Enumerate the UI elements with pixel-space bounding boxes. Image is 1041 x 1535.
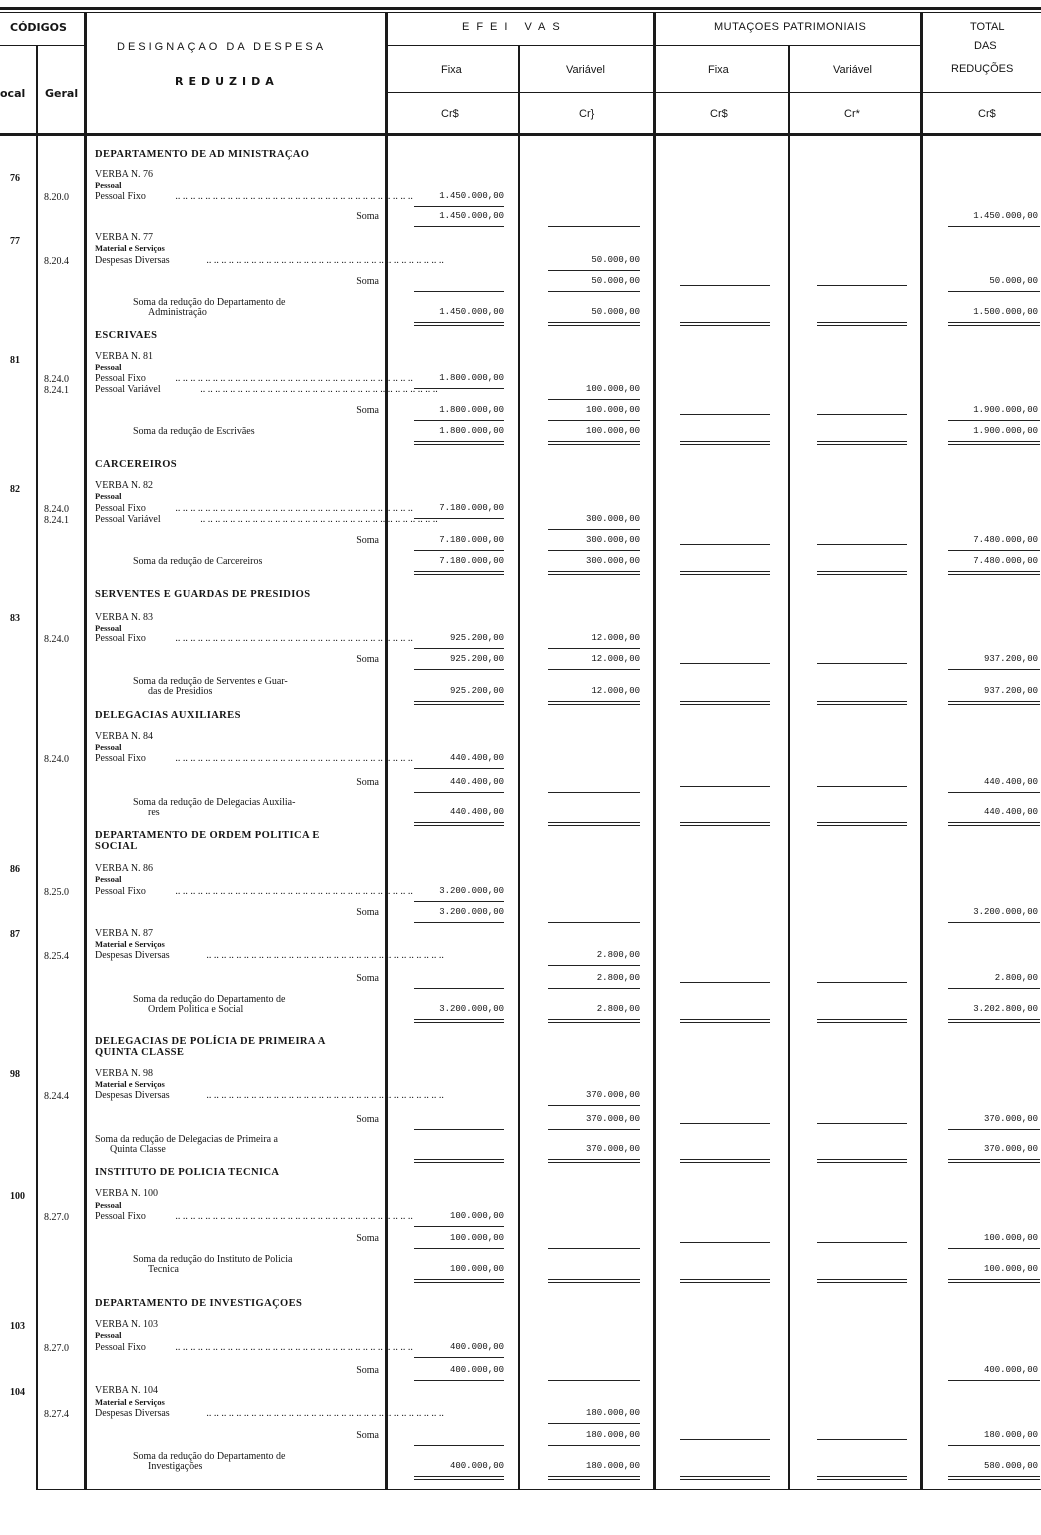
header-designacao: DESIGNAÇAO DA DESPESA bbox=[117, 41, 327, 53]
dot-leader: .. .. .. .. .. .. .. .. .. .. .. .. .. .. .. .. .. .. .. .. .. .. .. .. .. .. .. .. .. .. .. .. bbox=[175, 1211, 413, 1222]
amount-efetiva-variavel: 180.000,00 bbox=[585, 1430, 640, 1440]
soma-label: Soma bbox=[356, 211, 379, 222]
amount-efetiva-variavel: 100.000,00 bbox=[585, 405, 640, 415]
verba-number: VERBA N. 104 bbox=[95, 1385, 159, 1396]
amount-efetiva-variavel: 50.000,00 bbox=[591, 307, 640, 317]
local-code: 82 bbox=[10, 484, 20, 495]
subtotal-label-cont: res bbox=[148, 807, 160, 818]
dot-leader: .. .. .. .. .. .. .. .. .. .. .. .. .. .. .. .. .. .. .. .. .. .. .. .. .. .. .. .. .. .. .. .. bbox=[206, 255, 444, 266]
dot-leader: .. .. .. .. .. .. .. .. .. .. .. .. .. .. .. .. .. .. .. .. .. .. .. .. .. .. .. .. .. .. .. .. bbox=[200, 514, 438, 525]
verba-number: VERBA N. 84 bbox=[95, 731, 154, 742]
amount-efetiva-fixa: 400.000,00 bbox=[449, 1461, 504, 1471]
geral-code: 8.27.0 bbox=[44, 1343, 69, 1354]
amount-efetiva-fixa: 1.450.000,00 bbox=[439, 191, 504, 201]
soma-label: Soma bbox=[356, 405, 379, 416]
verba-number: VERBA N. 103 bbox=[95, 1319, 159, 1330]
expense-item: Pessoal Fixo bbox=[95, 1342, 146, 1353]
header-cur-2: Cr} bbox=[579, 108, 595, 120]
section-heading: DEPARTAMENTO DE AD MINISTRAÇAO bbox=[95, 149, 310, 160]
local-code: 83 bbox=[10, 613, 20, 624]
amount-efetiva-fixa: 100.000,00 bbox=[449, 1211, 504, 1221]
section-heading: INSTITUTO DE POLICIA TECNICA bbox=[95, 1167, 280, 1178]
geral-code: 8.25.4 bbox=[44, 951, 69, 962]
amount-efetiva-variavel: 100.000,00 bbox=[585, 384, 640, 394]
soma-label: Soma bbox=[356, 1114, 379, 1125]
amount-total-reducoes: 180.000,00 bbox=[983, 1430, 1038, 1440]
section-heading-cont: SOCIAL bbox=[95, 841, 138, 852]
codigos-rule bbox=[0, 45, 84, 46]
subtotal-label-cont: das de Presidios bbox=[148, 686, 213, 697]
expense-item: Pessoal Variável bbox=[95, 514, 161, 525]
expense-item: Pessoal Fixo bbox=[95, 633, 146, 644]
verba-category: Material e Serviços bbox=[95, 1079, 165, 1089]
verba-number: VERBA N. 86 bbox=[95, 863, 154, 874]
amount-efetiva-fixa: 7.180.000,00 bbox=[439, 535, 504, 545]
subtotal-label: Soma da redução do Departamento de bbox=[133, 994, 286, 1005]
subtotal-label-cont: Ordem Politica e Social bbox=[148, 1004, 244, 1015]
verba-number: VERBA N. 87 bbox=[95, 928, 154, 939]
geral-code: 8.27.0 bbox=[44, 1212, 69, 1223]
amount-efetiva-variavel: 2.800,00 bbox=[596, 950, 640, 960]
amount-efetiva-variavel: 50.000,00 bbox=[591, 276, 640, 286]
amount-total-reducoes: 370.000,00 bbox=[983, 1144, 1038, 1154]
col-rule-efet-var bbox=[653, 12, 656, 1490]
local-code: 87 bbox=[10, 929, 20, 940]
dot-leader: .. .. .. .. .. .. .. .. .. .. .. .. .. .. .. .. .. .. .. .. .. .. .. .. .. .. .. .. .. .. .. .. bbox=[206, 950, 444, 961]
top-rule-thin bbox=[0, 12, 1041, 13]
dot-leader: .. .. .. .. .. .. .. .. .. .. .. .. .. .. .. .. .. .. .. .. .. .. .. .. .. .. .. .. .. .. .. .. bbox=[175, 191, 413, 202]
expense-item: Pessoal Fixo bbox=[95, 373, 146, 384]
dot-leader: .. .. .. .. .. .. .. .. .. .. .. .. .. .. .. .. .. .. .. .. .. .. .. .. .. .. .. .. .. .. .. .. bbox=[175, 1342, 413, 1353]
geral-code: 8.20.4 bbox=[44, 256, 69, 267]
amount-efetiva-fixa: 1.800.000,00 bbox=[439, 426, 504, 436]
verba-category: Pessoal bbox=[95, 742, 122, 752]
geral-code: 8.24.1 bbox=[44, 515, 69, 526]
subtotal-label: Soma da redução do Departamento de bbox=[133, 297, 286, 308]
header-cur-1: Cr$ bbox=[441, 108, 459, 120]
geral-code: 8.20.0 bbox=[44, 192, 69, 203]
amount-efetiva-variavel: 370.000,00 bbox=[585, 1090, 640, 1100]
amount-total-reducoes: 7.480.000,00 bbox=[973, 535, 1038, 545]
dot-leader: .. .. .. .. .. .. .. .. .. .. .. .. .. .. .. .. .. .. .. .. .. .. .. .. .. .. .. .. .. .. .. .. bbox=[175, 633, 413, 644]
section-heading: ESCRIVAES bbox=[95, 330, 158, 341]
amount-total-reducoes: 100.000,00 bbox=[983, 1233, 1038, 1243]
amount-efetiva-variavel: 180.000,00 bbox=[585, 1408, 640, 1418]
currency-rule-total bbox=[921, 92, 1041, 93]
local-code: 104 bbox=[10, 1387, 25, 1398]
verba-category: Material e Serviços bbox=[95, 939, 165, 949]
amount-efetiva-variavel: 12.000,00 bbox=[591, 633, 640, 643]
expense-item: Despesas Diversas bbox=[95, 950, 170, 961]
header-cur-3: Cr$ bbox=[710, 108, 728, 120]
header-total: TOTAL bbox=[970, 21, 1005, 33]
amount-efetiva-fixa: 1.800.000,00 bbox=[439, 373, 504, 383]
header-reducoes: REDUÇÕES bbox=[951, 63, 1014, 75]
soma-label: Soma bbox=[356, 535, 379, 546]
amount-total-reducoes: 400.000,00 bbox=[983, 1365, 1038, 1375]
verba-category: Pessoal bbox=[95, 623, 122, 633]
header-fixa-efetivas: Fixa bbox=[441, 64, 462, 76]
subtotal-label: Soma da redução do Departamento de bbox=[133, 1451, 286, 1462]
verba-category: Pessoal bbox=[95, 874, 122, 884]
amount-efetiva-variavel: 2.800,00 bbox=[596, 1004, 640, 1014]
section-heading-cont: QUINTA CLASSE bbox=[95, 1047, 185, 1058]
amount-efetiva-variavel: 300.000,00 bbox=[585, 535, 640, 545]
amount-total-reducoes: 440.400,00 bbox=[983, 777, 1038, 787]
header-mutacoes: MUTAÇOES PATRIMONIAIS bbox=[714, 21, 867, 33]
expense-item: Despesas Diversas bbox=[95, 1408, 170, 1419]
subtotal-label: Soma da redução do Instituto de Policia bbox=[133, 1254, 293, 1265]
local-code: 103 bbox=[10, 1321, 25, 1332]
verba-category: Pessoal bbox=[95, 180, 122, 190]
soma-label: Soma bbox=[356, 973, 379, 984]
col-rule-efet-fixa bbox=[518, 46, 520, 1490]
amount-efetiva-fixa: 3.200.000,00 bbox=[439, 907, 504, 917]
verba-category: Pessoal bbox=[95, 491, 122, 501]
amount-efetiva-variavel: 12.000,00 bbox=[591, 654, 640, 664]
amount-total-reducoes: 3.200.000,00 bbox=[973, 907, 1038, 917]
section-heading: CARCEREIROS bbox=[95, 459, 177, 470]
dot-leader: .. .. .. .. .. .. .. .. .. .. .. .. .. .. .. .. .. .. .. .. .. .. .. .. .. .. .. .. .. .. .. .. bbox=[175, 886, 413, 897]
header-bottom-rule bbox=[0, 133, 1041, 136]
amount-efetiva-fixa: 440.400,00 bbox=[449, 777, 504, 787]
header-geral: Geral bbox=[45, 87, 79, 100]
amount-efetiva-fixa: 1.800.000,00 bbox=[439, 405, 504, 415]
header-fixa-mutacoes: Fixa bbox=[708, 64, 729, 76]
local-code: 76 bbox=[10, 173, 20, 184]
col-rule-geral bbox=[84, 12, 87, 1490]
amount-efetiva-fixa: 3.200.000,00 bbox=[439, 886, 504, 896]
verba-number: VERBA N. 77 bbox=[95, 232, 154, 243]
amount-efetiva-variavel: 100.000,00 bbox=[585, 426, 640, 436]
local-code: 100 bbox=[10, 1191, 25, 1202]
verba-category: Pessoal bbox=[95, 1330, 122, 1340]
subtotal-label: Soma da redução de Serventes e Guar- bbox=[133, 676, 288, 687]
verba-number: VERBA N. 81 bbox=[95, 351, 154, 362]
col-rule-designacao bbox=[385, 12, 388, 1490]
amount-total-reducoes: 7.480.000,00 bbox=[973, 556, 1038, 566]
header-local: ocal bbox=[0, 87, 26, 100]
amount-total-reducoes: 100.000,00 bbox=[983, 1264, 1038, 1274]
amount-efetiva-variavel: 370.000,00 bbox=[585, 1144, 640, 1154]
expense-item: Pessoal Fixo bbox=[95, 753, 146, 764]
amount-efetiva-fixa: 925.200,00 bbox=[449, 686, 504, 696]
section-heading: DEPARTAMENTO DE ORDEM POLITICA E bbox=[95, 830, 320, 841]
soma-label: Soma bbox=[356, 1233, 379, 1244]
amount-efetiva-fixa: 7.180.000,00 bbox=[439, 503, 504, 513]
expense-item: Pessoal Fixo bbox=[95, 503, 146, 514]
currency-rule bbox=[386, 92, 920, 93]
verba-category: Pessoal bbox=[95, 1200, 122, 1210]
amount-efetiva-variavel: 50.000,00 bbox=[591, 255, 640, 265]
soma-label: Soma bbox=[356, 777, 379, 788]
amount-efetiva-fixa: 7.180.000,00 bbox=[439, 556, 504, 566]
dot-leader: .. .. .. .. .. .. .. .. .. .. .. .. .. .. .. .. .. .. .. .. .. .. .. .. .. .. .. .. .. .. .. .. bbox=[175, 503, 413, 514]
subtotal-label: Soma da redução de Delegacias Auxilia- bbox=[133, 797, 296, 808]
expense-item: Pessoal Fixo bbox=[95, 886, 146, 897]
soma-label: Soma bbox=[356, 276, 379, 287]
geral-code: 8.24.0 bbox=[44, 754, 69, 765]
local-code: 81 bbox=[10, 355, 20, 366]
geral-code: 8.24.4 bbox=[44, 1091, 69, 1102]
header-variavel-efetivas: Variável bbox=[566, 64, 605, 76]
subtotal-label: Soma da redução de Delegacias de Primeira a bbox=[95, 1134, 278, 1145]
amount-total-reducoes: 440.400,00 bbox=[983, 807, 1038, 817]
mutacoes-rule bbox=[654, 45, 920, 46]
amount-total-reducoes: 2.800,00 bbox=[994, 973, 1038, 983]
bottom-rule bbox=[36, 1489, 1041, 1490]
verba-number: VERBA N. 100 bbox=[95, 1188, 159, 1199]
amount-efetiva-fixa: 400.000,00 bbox=[449, 1342, 504, 1352]
verba-number: VERBA N. 83 bbox=[95, 612, 154, 623]
amount-efetiva-fixa: 100.000,00 bbox=[449, 1264, 504, 1274]
verba-category: Material e Serviços bbox=[95, 243, 165, 253]
top-rule bbox=[0, 7, 1041, 10]
soma-label: Soma bbox=[356, 907, 379, 918]
dot-leader: .. .. .. .. .. .. .. .. .. .. .. .. .. .. .. .. .. .. .. .. .. .. .. .. .. .. .. .. .. .. .. .. bbox=[206, 1090, 444, 1101]
subtotal-label-cont: Investigações bbox=[148, 1461, 203, 1472]
header-cur-4: Cr* bbox=[844, 108, 860, 120]
amount-efetiva-fixa: 100.000,00 bbox=[449, 1233, 504, 1243]
amount-total-reducoes: 1.900.000,00 bbox=[973, 426, 1038, 436]
dot-leader: .. .. .. .. .. .. .. .. .. .. .. .. .. .. .. .. .. .. .. .. .. .. .. .. .. .. .. .. .. .. .. .. bbox=[206, 1408, 444, 1419]
amount-efetiva-variavel: 12.000,00 bbox=[591, 686, 640, 696]
amount-total-reducoes: 937.200,00 bbox=[983, 686, 1038, 696]
verba-category: Material e Serviços bbox=[95, 1397, 165, 1407]
geral-code: 8.24.0 bbox=[44, 634, 69, 645]
amount-efetiva-variavel: 300.000,00 bbox=[585, 556, 640, 566]
amount-efetiva-fixa: 440.400,00 bbox=[449, 753, 504, 763]
amount-efetiva-variavel: 180.000,00 bbox=[585, 1461, 640, 1471]
amount-efetiva-fixa: 400.000,00 bbox=[449, 1365, 504, 1375]
amount-efetiva-variavel: 370.000,00 bbox=[585, 1114, 640, 1124]
subtotal-label-cont: Administração bbox=[148, 307, 207, 318]
subtotal-label: Soma da redução de Carcereiros bbox=[133, 556, 263, 567]
subtotal-label-cont: Tecnica bbox=[148, 1264, 179, 1275]
amount-efetiva-fixa: 440.400,00 bbox=[449, 807, 504, 817]
header-das: DAS bbox=[974, 40, 997, 52]
subtotal-label: Soma da redução de Escrivães bbox=[133, 426, 255, 437]
local-code: 98 bbox=[10, 1069, 20, 1080]
header-variavel-mutacoes: Variável bbox=[833, 64, 872, 76]
amount-efetiva-fixa: 925.200,00 bbox=[449, 633, 504, 643]
local-code: 86 bbox=[10, 864, 20, 875]
expense-item: Despesas Diversas bbox=[95, 1090, 170, 1101]
geral-code: 8.25.0 bbox=[44, 887, 69, 898]
amount-efetiva-fixa: 1.450.000,00 bbox=[439, 307, 504, 317]
section-heading: SERVENTES E GUARDAS DE PRESIDIOS bbox=[95, 589, 311, 600]
dot-leader: .. .. .. .. .. .. .. .. .. .. .. .. .. .. .. .. .. .. .. .. .. .. .. .. .. .. .. .. .. .. .. .. bbox=[200, 384, 438, 395]
soma-label: Soma bbox=[356, 1365, 379, 1376]
header-cur-5: Cr$ bbox=[978, 108, 996, 120]
geral-code: 8.27.4 bbox=[44, 1409, 69, 1420]
section-heading: DEPARTAMENTO DE INVESTIGAÇOES bbox=[95, 1298, 303, 1309]
amount-efetiva-variavel: 300.000,00 bbox=[585, 514, 640, 524]
expense-item: Pessoal Variável bbox=[95, 384, 161, 395]
amount-total-reducoes: 580.000,00 bbox=[983, 1461, 1038, 1471]
dot-leader: .. .. .. .. .. .. .. .. .. .. .. .. .. .. .. .. .. .. .. .. .. .. .. .. .. .. .. .. .. .. .. .. bbox=[175, 373, 413, 384]
verba-number: VERBA N. 82 bbox=[95, 480, 154, 491]
expense-item: Despesas Diversas bbox=[95, 255, 170, 266]
verba-number: VERBA N. 98 bbox=[95, 1068, 154, 1079]
geral-code: 8.24.0 bbox=[44, 504, 69, 515]
amount-total-reducoes: 937.200,00 bbox=[983, 654, 1038, 664]
subtotal-label-cont: Quinta Classe bbox=[110, 1144, 166, 1155]
amount-total-reducoes: 1.500.000,00 bbox=[973, 307, 1038, 317]
local-code: 77 bbox=[10, 236, 20, 247]
soma-label: Soma bbox=[356, 1430, 379, 1441]
verba-number: VERBA N. 76 bbox=[95, 169, 154, 180]
header-reduzida: REDUZIDA bbox=[175, 75, 279, 88]
amount-total-reducoes: 1.900.000,00 bbox=[973, 405, 1038, 415]
amount-total-reducoes: 370.000,00 bbox=[983, 1114, 1038, 1124]
amount-efetiva-fixa: 925.200,00 bbox=[449, 654, 504, 664]
header-codigos: CÓDIGOS bbox=[10, 21, 67, 34]
dot-leader: .. .. .. .. .. .. .. .. .. .. .. .. .. .. .. .. .. .. .. .. .. .. .. .. .. .. .. .. .. .. .. .. bbox=[175, 753, 413, 764]
col-rule-local bbox=[36, 46, 38, 1490]
header-efetivas: EFEI VAS bbox=[462, 21, 567, 33]
amount-total-reducoes: 3.202.800,00 bbox=[973, 1004, 1038, 1014]
amount-total-reducoes: 1.450.000,00 bbox=[973, 211, 1038, 221]
section-heading: DELEGACIAS DE POLÍCIA DE PRIMEIRA A bbox=[95, 1036, 326, 1047]
col-rule-mut-var bbox=[920, 12, 923, 1490]
section-heading: DELEGACIAS AUXILIARES bbox=[95, 710, 241, 721]
verba-category: Pessoal bbox=[95, 362, 122, 372]
geral-code: 8.24.0 bbox=[44, 374, 69, 385]
geral-code: 8.24.1 bbox=[44, 385, 69, 396]
efetivas-rule bbox=[386, 45, 654, 46]
expense-item: Pessoal Fixo bbox=[95, 1211, 146, 1222]
soma-label: Soma bbox=[356, 654, 379, 665]
amount-total-reducoes: 50.000,00 bbox=[989, 276, 1038, 286]
col-rule-mut-fixa bbox=[788, 46, 790, 1490]
amount-efetiva-variavel: 2.800,00 bbox=[596, 973, 640, 983]
expense-item: Pessoal Fixo bbox=[95, 191, 146, 202]
amount-efetiva-fixa: 1.450.000,00 bbox=[439, 211, 504, 221]
amount-efetiva-fixa: 3.200.000,00 bbox=[439, 1004, 504, 1014]
